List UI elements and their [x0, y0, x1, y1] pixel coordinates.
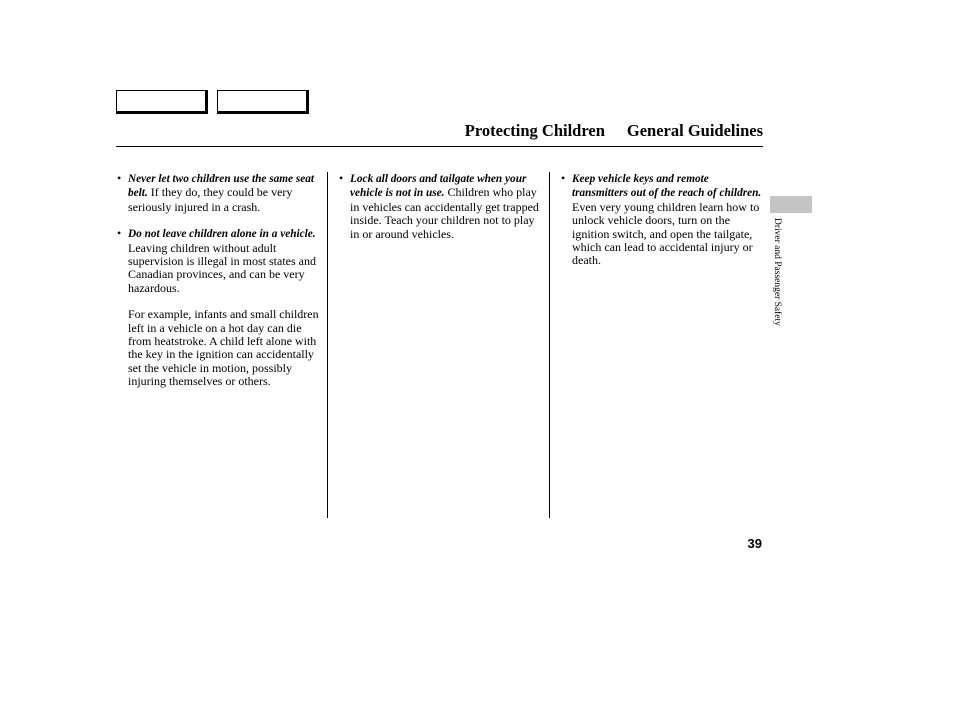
item-lead: Do not leave children alone in a vehicle.	[128, 228, 316, 241]
bullet: •	[561, 171, 566, 185]
page-number: 39	[747, 536, 762, 551]
column-divider	[327, 172, 328, 518]
text-column-2	[338, 172, 542, 254]
subsection-title: General Guidelines	[626, 121, 763, 140]
item-text: Children who play in vehicles can accidentally get trapped inside. Teach your children not to play in or around vehicles.	[350, 185, 539, 241]
next-page-button[interactable]	[217, 90, 309, 114]
bullet: •	[117, 171, 122, 185]
list-item	[116, 227, 320, 295]
list-item	[338, 172, 542, 241]
item-text: Even very young children learn how to unlock vehicle doors, turn on the ignition switch, and open the tailgate, which can lead to accidental injury or death.	[572, 199, 760, 268]
paragraph: For example, infants and small children left in a vehicle on a hot day can die from heatstroke. A child left alone with the key in the ignition can accidentally set the vehicle in motion, possibly injuring themselves or others.	[128, 307, 319, 389]
text-column-1	[116, 172, 320, 389]
bullet: •	[339, 171, 344, 185]
page-title	[443, 121, 763, 141]
item-text: If they do, they could be very seriously injured in a crash.	[128, 185, 293, 214]
list-item	[560, 172, 764, 268]
section-side-label: Driver and Passenger Safety	[772, 218, 782, 326]
section-tab-marker	[770, 196, 812, 213]
column-divider	[549, 172, 550, 518]
page-header	[116, 118, 763, 147]
previous-page-button[interactable]	[116, 90, 208, 114]
section-title: Protecting Children	[464, 121, 605, 140]
bullet: •	[117, 226, 122, 241]
item-lead: Lock all doors and tailgate when your vehicle is not in use.	[350, 173, 527, 200]
item-text: Leaving children without adult supervision is illegal in most states and Canadian provinces, and can be very hazardous.	[128, 240, 316, 295]
text-column-3	[560, 172, 764, 281]
item-lead: Never let two children use the same seat belt.	[128, 173, 315, 200]
list-item	[116, 172, 320, 214]
item-lead: Keep vehicle keys and remote transmitters out of the reach of children.	[572, 173, 762, 200]
